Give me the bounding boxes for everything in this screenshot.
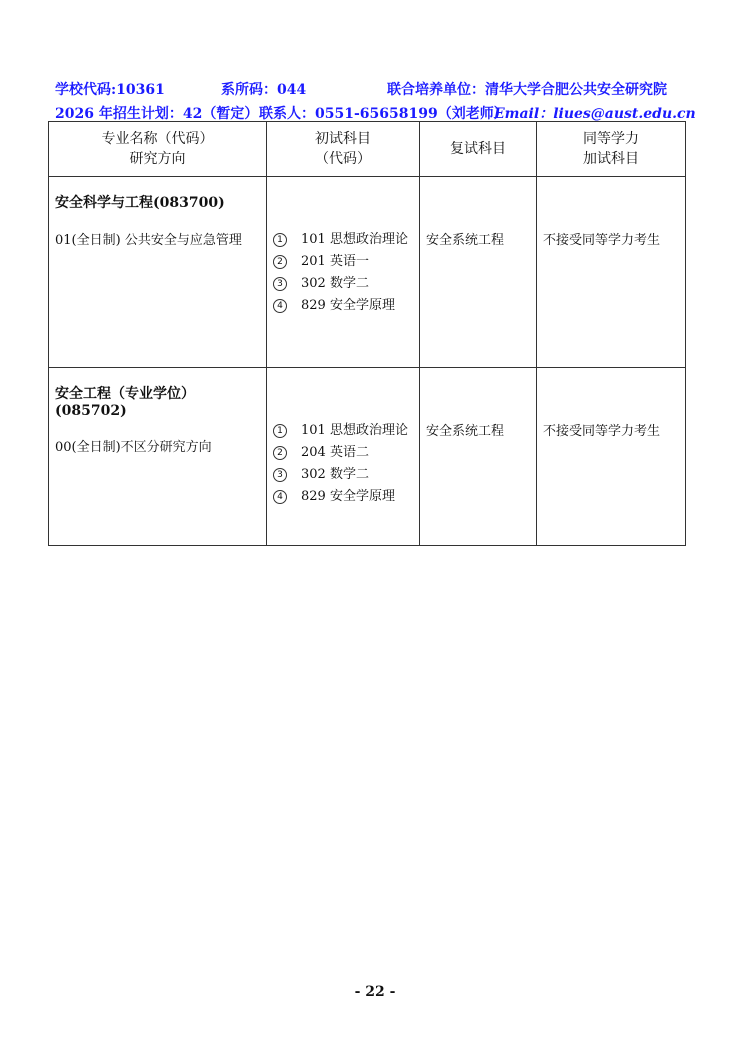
- major-cell: [49, 177, 267, 368]
- header-exam-line2: （代码）: [315, 151, 371, 167]
- retest-cell: [420, 368, 537, 546]
- subject-item: [273, 464, 419, 486]
- subject-item: [273, 420, 419, 442]
- subject-text: 201 英语一: [301, 254, 369, 269]
- enroll-plan: 2026 年招生计划：42（暂定）: [55, 106, 259, 122]
- subject-item: [273, 229, 419, 251]
- subject-item: [273, 486, 419, 508]
- header-equivalent: [537, 122, 686, 177]
- subject-text: 101 思想政治理论: [301, 232, 408, 247]
- major-name: 安全科学与工程(083700): [55, 195, 225, 211]
- equivalent-cell: [537, 368, 686, 546]
- header-retest-label: 复试科目: [450, 141, 506, 157]
- subject-item: [273, 442, 419, 464]
- page-number: - 22 -: [354, 984, 396, 1000]
- email: Email：liues@aust.edu.cn: [494, 106, 696, 122]
- circled-number-icon: 1: [273, 233, 287, 247]
- subjects-cell: [267, 177, 420, 368]
- research-direction: 01(全日制) 公共安全与应急管理: [55, 233, 242, 248]
- circled-number-icon: 4: [273, 490, 287, 504]
- subject-item: [273, 273, 419, 295]
- major-cell: [49, 368, 267, 546]
- retest-subject: 安全系统工程: [426, 233, 505, 248]
- header-exam-subjects: [267, 122, 420, 177]
- circled-number-icon: 3: [273, 468, 287, 482]
- subject-text: 829 安全学原理: [301, 489, 395, 504]
- dept-code: 系所码：044: [221, 82, 307, 98]
- header-major: [49, 122, 267, 177]
- equivalent-cell: [537, 177, 686, 368]
- subject-text: 101 思想政治理论: [301, 423, 408, 438]
- circled-number-icon: 4: [273, 299, 287, 313]
- subject-text: 302 数学二: [301, 276, 369, 291]
- circled-number-icon: 2: [273, 255, 287, 269]
- subject-item: [273, 251, 419, 273]
- subjects-cell: [267, 368, 420, 546]
- subject-text: 829 安全学原理: [301, 298, 395, 313]
- header-exam-line1: 初试科目: [315, 131, 371, 147]
- header-equiv-line2: 加试科目: [583, 151, 639, 167]
- subject-item: [273, 295, 419, 317]
- joint-unit: 联合培养单位：清华大学合肥公共安全研究院: [387, 82, 667, 98]
- school-code: 学校代码:10361: [55, 82, 165, 98]
- header-equiv-line1: 同等学力: [583, 131, 639, 147]
- retest-subject: 安全系统工程: [426, 424, 505, 439]
- research-direction: 00(全日制)不区分研究方向: [55, 440, 212, 455]
- retest-cell: [420, 177, 537, 368]
- equivalent-note: 不接受同等学力考生: [543, 424, 661, 439]
- table-row: [49, 368, 686, 546]
- subject-text: 204 英语二: [301, 445, 369, 460]
- header-major-line1: 专业名称（代码）: [101, 131, 214, 147]
- contact: 联系人：0551-65658199（刘老师）: [259, 106, 508, 122]
- table-row: [49, 177, 686, 368]
- circled-number-icon: 2: [273, 446, 287, 460]
- equivalent-note: 不接受同等学力考生: [543, 233, 661, 248]
- subject-text: 302 数学二: [301, 467, 369, 482]
- header-retest: [420, 122, 537, 177]
- table-header-row: [49, 122, 686, 177]
- header-major-line2: 研究方向: [129, 151, 186, 167]
- circled-number-icon: 3: [273, 277, 287, 291]
- admission-table: [48, 121, 686, 546]
- circled-number-icon: 1: [273, 424, 287, 438]
- major-name: 安全工程（专业学位）(085702): [55, 386, 195, 419]
